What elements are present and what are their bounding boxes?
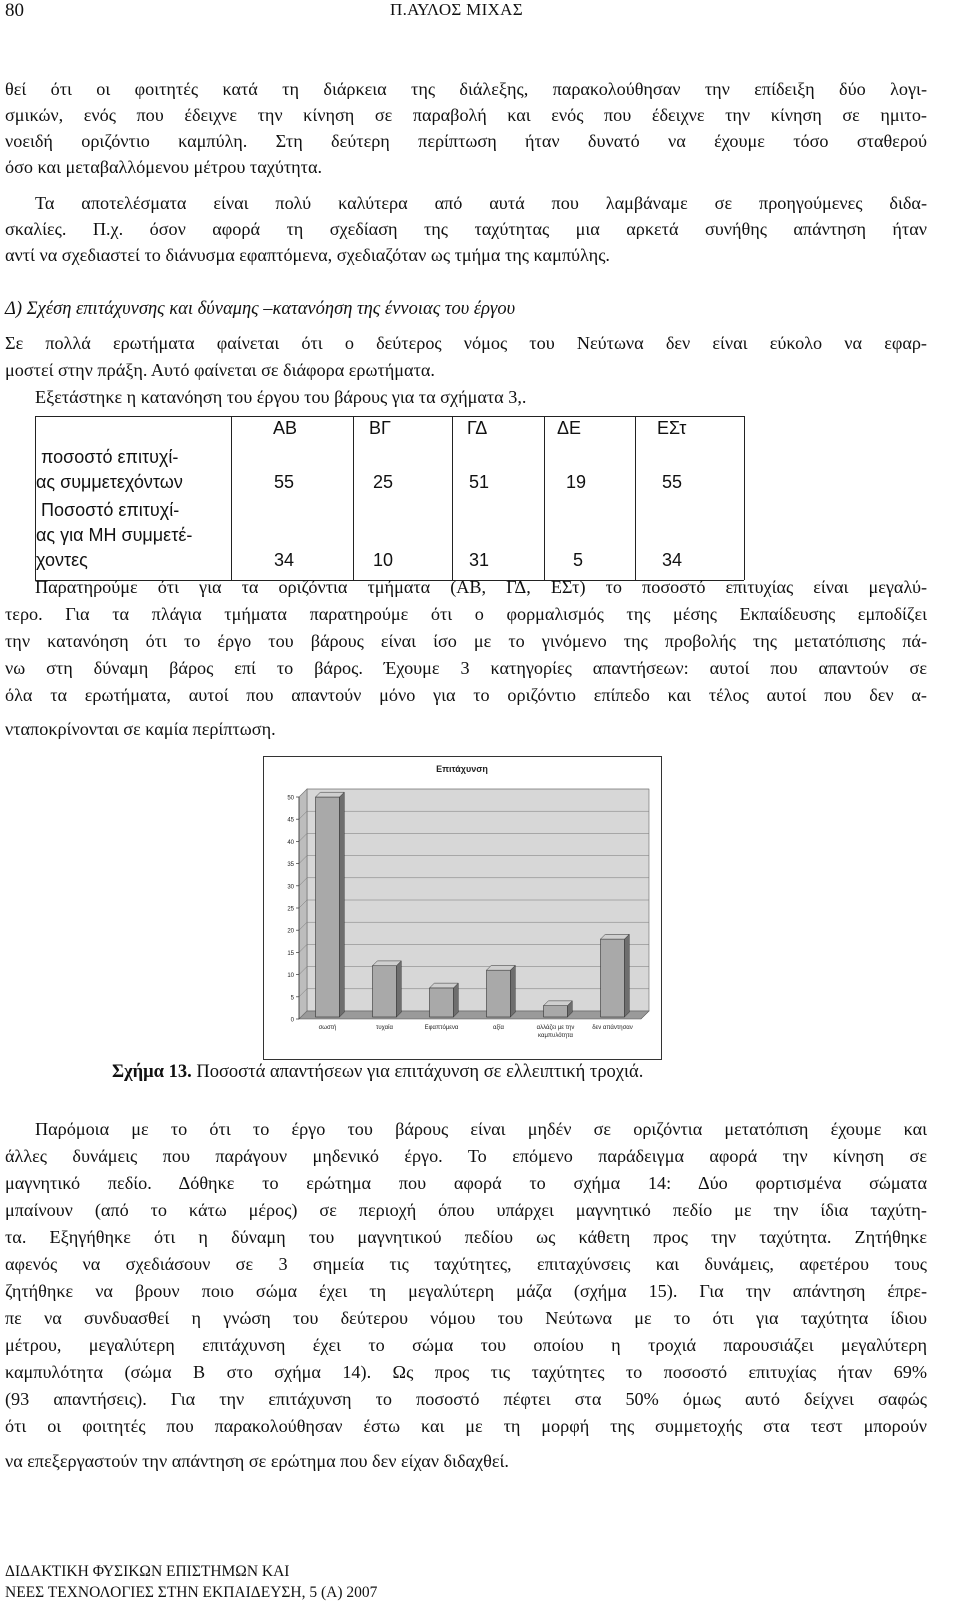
x-tick-label: καμπυλότητα [538, 1033, 573, 1039]
bar-side [396, 961, 401, 1017]
chart-floor [299, 1011, 649, 1019]
y-tick-label: 50 [287, 795, 294, 802]
footer-line-2: ΝΕΕΣ ΤΕΧΝΟΛΟΓΙΕΣ ΣΤΗΝ ΕΚΠΑΙΔΕΥΣΗ, 5 (Α) 2007 [5, 1584, 378, 1601]
results-table [35, 416, 744, 580]
bar [487, 970, 511, 1017]
bar-top [316, 792, 345, 797]
column-header: ΔΕ [557, 418, 582, 438]
y-tick-label: 45 [287, 817, 294, 824]
text-line: όσο και μεταβαλλόμενου μέτρου ταχύτητα. [5, 157, 323, 177]
bar-top [373, 961, 402, 966]
caption-text: Ποσοστά απαντήσεων για επιτάχυνση σε ελλειπτική τροχιά. [191, 1062, 644, 1082]
bar-side [624, 934, 629, 1017]
x-tick-label: σωστή [318, 1025, 337, 1031]
text-line: μπαίνουν (από το κάτω μέρος) σε περιοχή όπου υπάρχει μαγνητικό πεδίο με την ίδια ταχύτη- [5, 1200, 927, 1220]
x-tick-label: τυχαία [376, 1025, 393, 1031]
text-line: καμπυλότητα (σώμα Β στο σχήμα 14). Ως προς τις ταχύτητες το ποσοστό επιτυχίας ήταν 69% [5, 1362, 927, 1382]
x-tick-label: αλλάζει με την [536, 1025, 575, 1031]
bar-side [453, 983, 458, 1017]
column-header: ΑΒ [273, 418, 298, 438]
text-line: Τα αποτελέσματα είναι πολύ καλύτερα από αυτά που λαμβάναμε σε προηγούμενες διδα- [35, 193, 927, 213]
text-line: σμικών, ενός που έδειχνε την κίνηση σε παραβολή και ενός που έδειχνε την κίνηση σε ημιτο- [5, 105, 927, 125]
table-cell: 34 [274, 550, 295, 570]
row-label: χοντες [36, 550, 88, 570]
y-tick-label: 35 [287, 862, 294, 869]
text-line: μοστεί στην πράξη. Αυτό φαίνεται σε διάφορα ερωτήματα. [5, 360, 435, 380]
column-header: ΒΓ [369, 418, 391, 438]
footer-line-1: ΔΙΔΑΚΤΙΚΗ ΦΥΣΙΚΩΝ ΕΠΙΣΤΗΜΩΝ ΚΑΙ [5, 1563, 290, 1580]
text-line: Παρόμοια με το ότι το έργο του βάρους είναι μηδέν σε οριζόντια μετατόπιση έχουμε και [35, 1119, 927, 1139]
row-label: ποσοστό επιτυχί- [41, 447, 179, 467]
bar-chart [264, 757, 661, 1059]
bar-top [601, 934, 630, 939]
text-line: τα. Εξηγήθηκε ότι η δύναμη του μαγνητικού πεδίου ως κάθετη προς την ταχύτητα. Ζητήθηκε [5, 1227, 927, 1247]
bar [544, 1006, 568, 1017]
y-tick-label: 5 [290, 995, 294, 1002]
table-cell: 34 [662, 550, 683, 570]
text-line: μαγνητικό πεδίο. Δόθηκε το ερώτημα που αφορά το σχήμα 14: Δύο φορτισμένα σώματα [5, 1173, 927, 1193]
table-cell: 10 [373, 550, 394, 570]
table-cell: 55 [662, 472, 683, 492]
row-label: ας για ΜΗ συμμετέ- [36, 525, 193, 545]
bar-side [339, 792, 344, 1017]
table-cell: 25 [373, 472, 394, 492]
y-tick-label: 30 [287, 884, 294, 891]
x-tick-label: αξία [493, 1025, 504, 1031]
text-line: θεί ότι οι φοιτητές κατά τη διάρκεια της διάλεξης, παρακολούθησαν την επίδειξη δύο λογι- [5, 79, 927, 99]
text-line: Εξετάστηκε η κατανόηση του έργου του βάρους για τα σχήματα 3,. [35, 387, 527, 407]
bar [430, 988, 454, 1017]
y-tick-label: 20 [287, 928, 294, 935]
bar [373, 966, 397, 1017]
text-line: αντί να σχεδιαστεί το διάνυσμα εφαπτόμενα, σχεδιαζόταν ως τμήμα της καμπύλης. [5, 245, 610, 265]
text-line: (93 απαντήσεις). Για την επιτάχυνση το ποσοστό πέφτει στα 50% όμως αυτό δείχνει σαφώς [5, 1389, 927, 1409]
y-tick-label: 15 [287, 950, 294, 957]
text-line: αφενός να σχεδιάσουν σε 3 σημεία τις ταχύτητες, επιταχύνσεις και δυνάμεις, αφετέρου τους [5, 1254, 927, 1274]
table-cell: 31 [469, 550, 490, 570]
section-heading: Δ) Σχέση επιτάχυνσης και δύναμης –κατανόηση της έννοιας του έργου [5, 299, 516, 319]
bar-side [510, 965, 515, 1017]
table-cell: 55 [274, 472, 295, 492]
text-line: όλα τα ερωτήματα, αυτοί που απαντούν μόνο για το οριζόντιο επίπεδο και τέλος αυτοί που δεν α- [5, 685, 927, 705]
y-tick-label: 0 [290, 1017, 294, 1024]
text-line: Παρατηρούμε ότι για τα οριζόντια τμήματα (ΑΒ, ΓΔ, ΕΣτ) το ποσοστό επιτυχίας είναι μεγαλύ- [35, 577, 927, 597]
text-line: ζητήθηκε να βρουν ποιο σώμα έχει τη μεγαλύτερη μάζα (σχήμα 15). Για την απάντηση έπρε- [5, 1281, 927, 1301]
running-title: Π.ΑΥΛΟΣ ΜΙΧΑΣ [390, 0, 523, 19]
table-cell: 51 [469, 472, 490, 492]
text-line: τερο. Για τα πλάγια τμήματα παρατηρούμε ότι ο φορμαλισμός της μέσης Εκπαίδευσης εμποδίζει [5, 604, 927, 624]
text-line: την κατανόηση ότι το έργο του βάρους είναι ίσο με το γινόμενο της προβολής της μετατόπισης πά- [5, 631, 927, 651]
text-line: ότι οι φοιτητές που παρακολούθησαν έστω και με τη μορφή της συμμετοχής στα τεστ μπορούν [5, 1416, 927, 1436]
y-tick-label: 10 [287, 973, 294, 980]
text-line: Σε πολλά ερωτήματα φαίνεται ότι ο δεύτερος νόμος του Νεύτωνα δεν είναι εύκολο να εφαρ- [5, 333, 927, 353]
page-number: 80 [5, 0, 24, 21]
figure-caption [112, 1062, 643, 1083]
x-tick-label: Εφαπτόμενα [424, 1025, 459, 1031]
chart-figure [263, 756, 662, 1060]
caption-label: Σχήμα 13. [112, 1062, 192, 1082]
row-label: Ποσοστό επιτυχί- [41, 500, 180, 520]
text-line: μέτρου, μεγαλύτερη επιτάχυνση έχει το σώμα του οποίου η τροχιά παρουσιάζει μεγαλύτερη [5, 1335, 927, 1355]
text-line: πε να συνδυασθεί η γνώση του δεύτερου νόμου του Νεύτωνα με το ότι για ταχύτητα ίδιου [5, 1308, 927, 1328]
text-line: σκαλίες. Π.χ. όσον αφορά τη σχεδίαση της ταχύτητας μια αρκετά συνήθης απάντηση ήταν [5, 219, 927, 239]
column-header: ΕΣτ [657, 418, 687, 438]
column-header: ΓΔ [467, 418, 488, 438]
x-tick-label: δεν απάντησαν [592, 1025, 633, 1031]
table-cell: 5 [573, 550, 584, 570]
row-label: ας συμμετεχόντων [36, 472, 183, 492]
bar-top [487, 965, 516, 970]
bar [601, 939, 625, 1017]
y-tick-label: 25 [287, 906, 294, 913]
chart-title: Επιτάχυνση [436, 764, 488, 774]
bar-top [430, 983, 459, 988]
text-line: νταποκρίνονται σε καμία περίπτωση. [5, 719, 276, 739]
bar-top [544, 1001, 573, 1006]
text-line: άλλες δυνάμεις που παράγουν μηδενικό έργο. Το επόμενο παράδειγμα αφορά την κίνηση σε [5, 1146, 927, 1166]
y-tick-label: 40 [287, 839, 294, 846]
table-cell: 19 [566, 472, 587, 492]
text-line: νω στη δύναμη βάρος επί το βάρος. Έχουμε 3 κατηγορίες απαντήσεων: αυτοί που απαντούν σε [5, 658, 927, 678]
text-line: να επεξεργαστούν την απάντηση σε ερώτημα που δεν είχαν διδαχθεί. [5, 1451, 509, 1471]
bar [316, 797, 340, 1017]
text-line: νοειδή οριζόντιο καμπύλη. Στη δεύτερη περίπτωση ήταν δυνατό να έχουμε τόσο σταθερού [5, 131, 927, 151]
